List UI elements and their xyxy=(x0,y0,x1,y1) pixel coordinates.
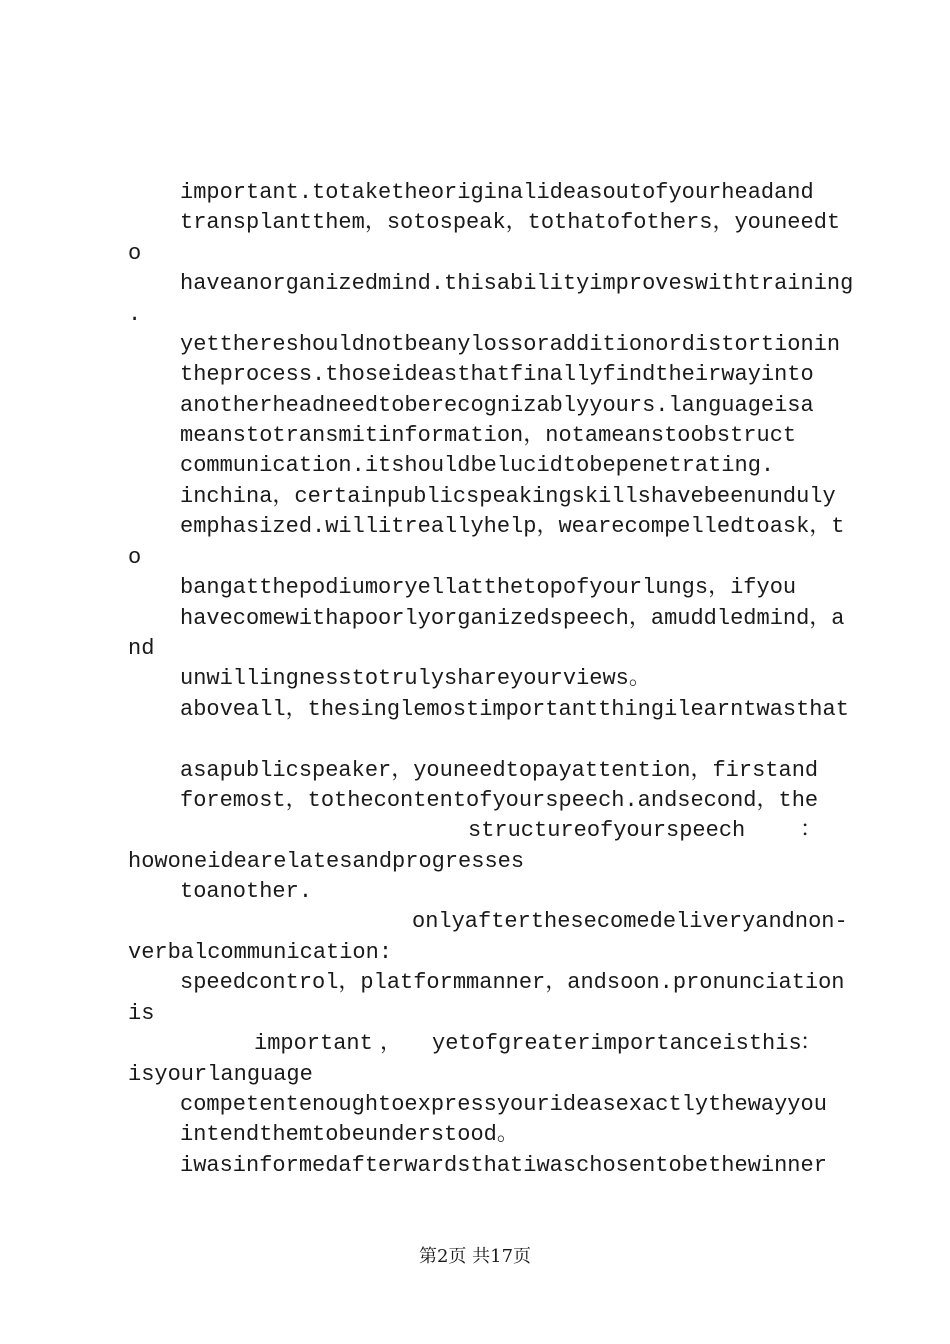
text-line: o xyxy=(128,545,142,570)
text-line: meanstotransmitinformation，notameanstoobstruct xyxy=(180,423,797,448)
text-line: nd xyxy=(128,636,155,661)
text-line: yetofgreaterimportanceisthis xyxy=(432,1031,802,1056)
text-line: ： xyxy=(800,818,823,843)
text-line: . xyxy=(128,302,142,327)
text-line: important.totaketheoriginalideasoutofyourheadand xyxy=(180,180,814,205)
text-line: inchina，certainpublicspeakingskillshavebeenunduly xyxy=(180,484,836,509)
text-line: howoneidearelatesandprogresses xyxy=(128,849,525,874)
text-line: important xyxy=(254,1031,373,1056)
text-line: iwasinformedafterwardsthatiwaschosentobethewinner xyxy=(180,1153,827,1178)
text-line: onlyafterthesecomedeliveryandnon- xyxy=(412,909,848,934)
text-line: toanother. xyxy=(180,879,313,904)
text-line: theprocess.thoseideasthatfinallyfindtheirwayinto xyxy=(180,362,814,387)
text-line: asapublicspeaker，youneedtopayattention，firstand xyxy=(180,758,819,783)
text-line: anotherheadneedtoberecognizablyyours.languageisa xyxy=(180,393,814,418)
text-line: ： xyxy=(800,1031,823,1056)
text-line: speedcontrol，platformmanner，andsoon.pronunciation xyxy=(180,970,845,995)
text-line: o xyxy=(128,241,142,266)
text-line: isyourlanguage xyxy=(128,1062,313,1087)
text-line: unwillingnesstotrulyshareyourviews。 xyxy=(180,666,651,691)
text-line: yetthereshouldnotbeanylossoradditionordistortionin xyxy=(180,332,841,357)
text-line: foremost，tothecontentofyourspeech.andsecond，the xyxy=(180,788,819,813)
text-line: emphasized.willitreallyhelp，wearecompelledtoask，t xyxy=(180,514,845,539)
text-line: havecomewithapoorlyorganizedspeech，amuddledmind，a xyxy=(180,606,845,631)
text-line: ， xyxy=(380,1031,403,1056)
text-line: transplantthem，sotospeak，tothatofothers，youneedt xyxy=(180,210,841,235)
text-line: aboveall，thesinglemostimportantthingilearntwasthat xyxy=(180,697,849,722)
text-line: communication.itshouldbelucidtobepenetrating. xyxy=(180,453,775,478)
text-line: bangatthepodiumoryellatthetopofyourlungs，ifyou xyxy=(180,575,797,600)
text-line: verbalcommunication: xyxy=(128,940,393,965)
text-line: haveanorganizedmind.thisabilityimproveswithtraining xyxy=(180,271,854,296)
text-line: intendthemtobeunderstood。 xyxy=(180,1122,519,1147)
page-number-footer: 第2页 共17页 xyxy=(418,1246,532,1267)
text-line: is xyxy=(128,1001,155,1026)
text-line: structureofyourspeech xyxy=(468,818,746,843)
text-line: competentenoughtoexpressyourideasexactlythewayyou xyxy=(180,1092,827,1117)
